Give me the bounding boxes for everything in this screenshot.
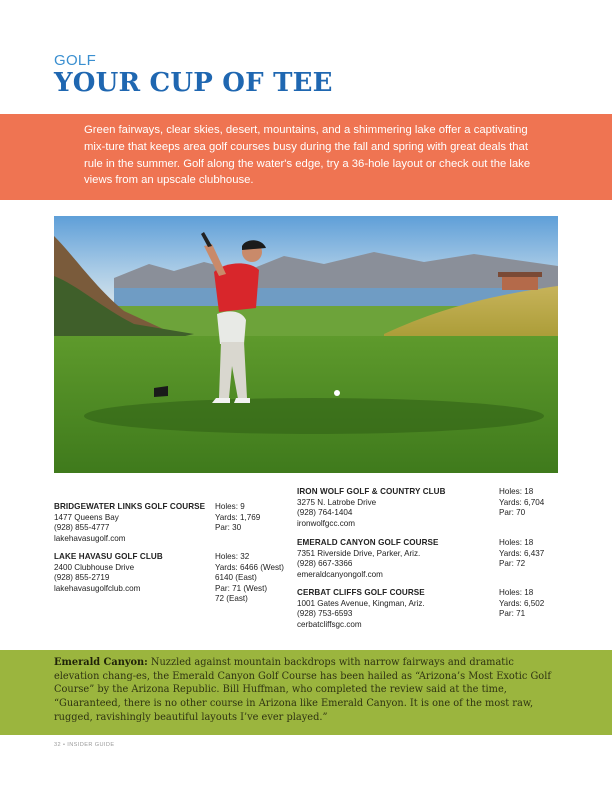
stats-cerbat-cliffs bbox=[499, 588, 544, 620]
course-phone: (928) 667-3366 bbox=[297, 559, 353, 569]
stat-yards: Yards: 6,437 bbox=[499, 548, 545, 558]
feature-body: Nuzzled against mountain backdrops with narrow fairways and dramatic elevation chang-es, the Emerald Canyon Golf Course has been hailed as “Arizona’s Most Exotic Golf Course” by the Arizona Republic. Bill Huffman, who completed the review said at the time, “Guaranteed, there is no other course in Arizona like Emerald Canyon. It is one of the most raw, rugged, ravishingly beautiful layouts I’ve ever played.” bbox=[54, 657, 551, 723]
course-address: 3275 N. Latrobe Drive bbox=[297, 497, 377, 507]
intro-text: Green fairways, clear skies, desert, mountains, and a shimmering lake offer a captivating mix-ture that keeps area golf courses busy during the fall and spring with great deals that rule in the summer. Golf along the water's edge, try a 36-hole layout or check out the lake views from an upscale clubhouse. bbox=[84, 124, 531, 187]
course-website[interactable]: ironwolfgcc.com bbox=[297, 518, 356, 528]
feature-text bbox=[54, 656, 554, 725]
course-name: LAKE HAVASU GOLF CLUB bbox=[54, 552, 163, 561]
course-website[interactable]: emeraldcanyongolf.com bbox=[297, 569, 383, 579]
course-phone: (928) 753-6593 bbox=[297, 609, 353, 619]
stat-par: Par: 70 bbox=[499, 508, 526, 518]
course-address: 1001 Gates Avenue, Kingman, Ariz. bbox=[297, 598, 425, 608]
section-label: GOLF bbox=[54, 52, 97, 69]
stat-par: Par: 30 bbox=[215, 523, 242, 533]
stat-par: Par: 72 bbox=[499, 559, 526, 569]
stat-par: Par: 71 bbox=[499, 609, 526, 619]
stats-bridgewater bbox=[215, 502, 260, 534]
stat-par: Par: 71 (West) bbox=[215, 583, 268, 593]
course-website[interactable]: lakehavasugolf.com bbox=[54, 533, 126, 543]
course-bridgewater bbox=[54, 502, 205, 544]
course-phone: (928) 855-4777 bbox=[54, 523, 110, 533]
clubhouse-roof bbox=[498, 272, 542, 277]
stat-yards: Yards: 6,502 bbox=[499, 598, 545, 608]
stats-iron-wolf bbox=[499, 487, 544, 519]
course-address: 2400 Clubhouse Drive bbox=[54, 562, 135, 572]
stat-yards-east: 6140 (East) bbox=[215, 573, 257, 583]
page-title: YOUR CUP OF TEE bbox=[54, 68, 333, 98]
stat-yards: Yards: 6466 (West) bbox=[215, 562, 284, 572]
stat-holes: Holes: 18 bbox=[499, 588, 534, 597]
stat-holes: Holes: 9 bbox=[215, 502, 245, 511]
course-name: BRIDGEWATER LINKS GOLF COURSE bbox=[54, 502, 206, 511]
golf-ball bbox=[334, 390, 340, 396]
stats-emerald-canyon bbox=[499, 538, 544, 570]
clubhouse bbox=[502, 276, 538, 290]
course-address: 7351 Riverside Drive, Parker, Ariz. bbox=[297, 548, 421, 558]
course-cerbat-cliffs bbox=[297, 588, 425, 630]
course-address: 1477 Queens Bay bbox=[54, 512, 119, 522]
course-name: EMERALD CANYON GOLF COURSE bbox=[297, 538, 439, 547]
stat-par-east: 72 (East) bbox=[215, 594, 248, 604]
course-website[interactable]: cerbatcliffsgc.com bbox=[297, 619, 362, 629]
stats-lake-havasu bbox=[215, 552, 284, 605]
course-emerald-canyon bbox=[297, 538, 439, 580]
course-lake-havasu bbox=[54, 552, 163, 594]
stat-holes: Holes: 32 bbox=[215, 552, 250, 561]
course-phone: (928) 855-2719 bbox=[54, 573, 110, 583]
feature-lead: Emerald Canyon: bbox=[54, 657, 148, 668]
stat-yards: Yards: 6,704 bbox=[499, 497, 545, 507]
course-website[interactable]: lakehavasugolfclub.com bbox=[54, 583, 141, 593]
tee-shadow bbox=[84, 398, 544, 434]
stat-holes: Holes: 18 bbox=[499, 538, 534, 547]
golfer-photo bbox=[54, 216, 558, 473]
page-footer: 32 • INSIDER GUIDE bbox=[54, 742, 115, 748]
course-iron-wolf bbox=[297, 487, 446, 529]
course-name: CERBAT CLIFFS GOLF COURSE bbox=[297, 588, 425, 597]
stat-yards: Yards: 1,769 bbox=[215, 512, 261, 522]
course-phone: (928) 764-1404 bbox=[297, 508, 353, 518]
course-name: IRON WOLF GOLF & COUNTRY CLUB bbox=[297, 487, 446, 496]
stat-holes: Holes: 18 bbox=[499, 487, 534, 496]
